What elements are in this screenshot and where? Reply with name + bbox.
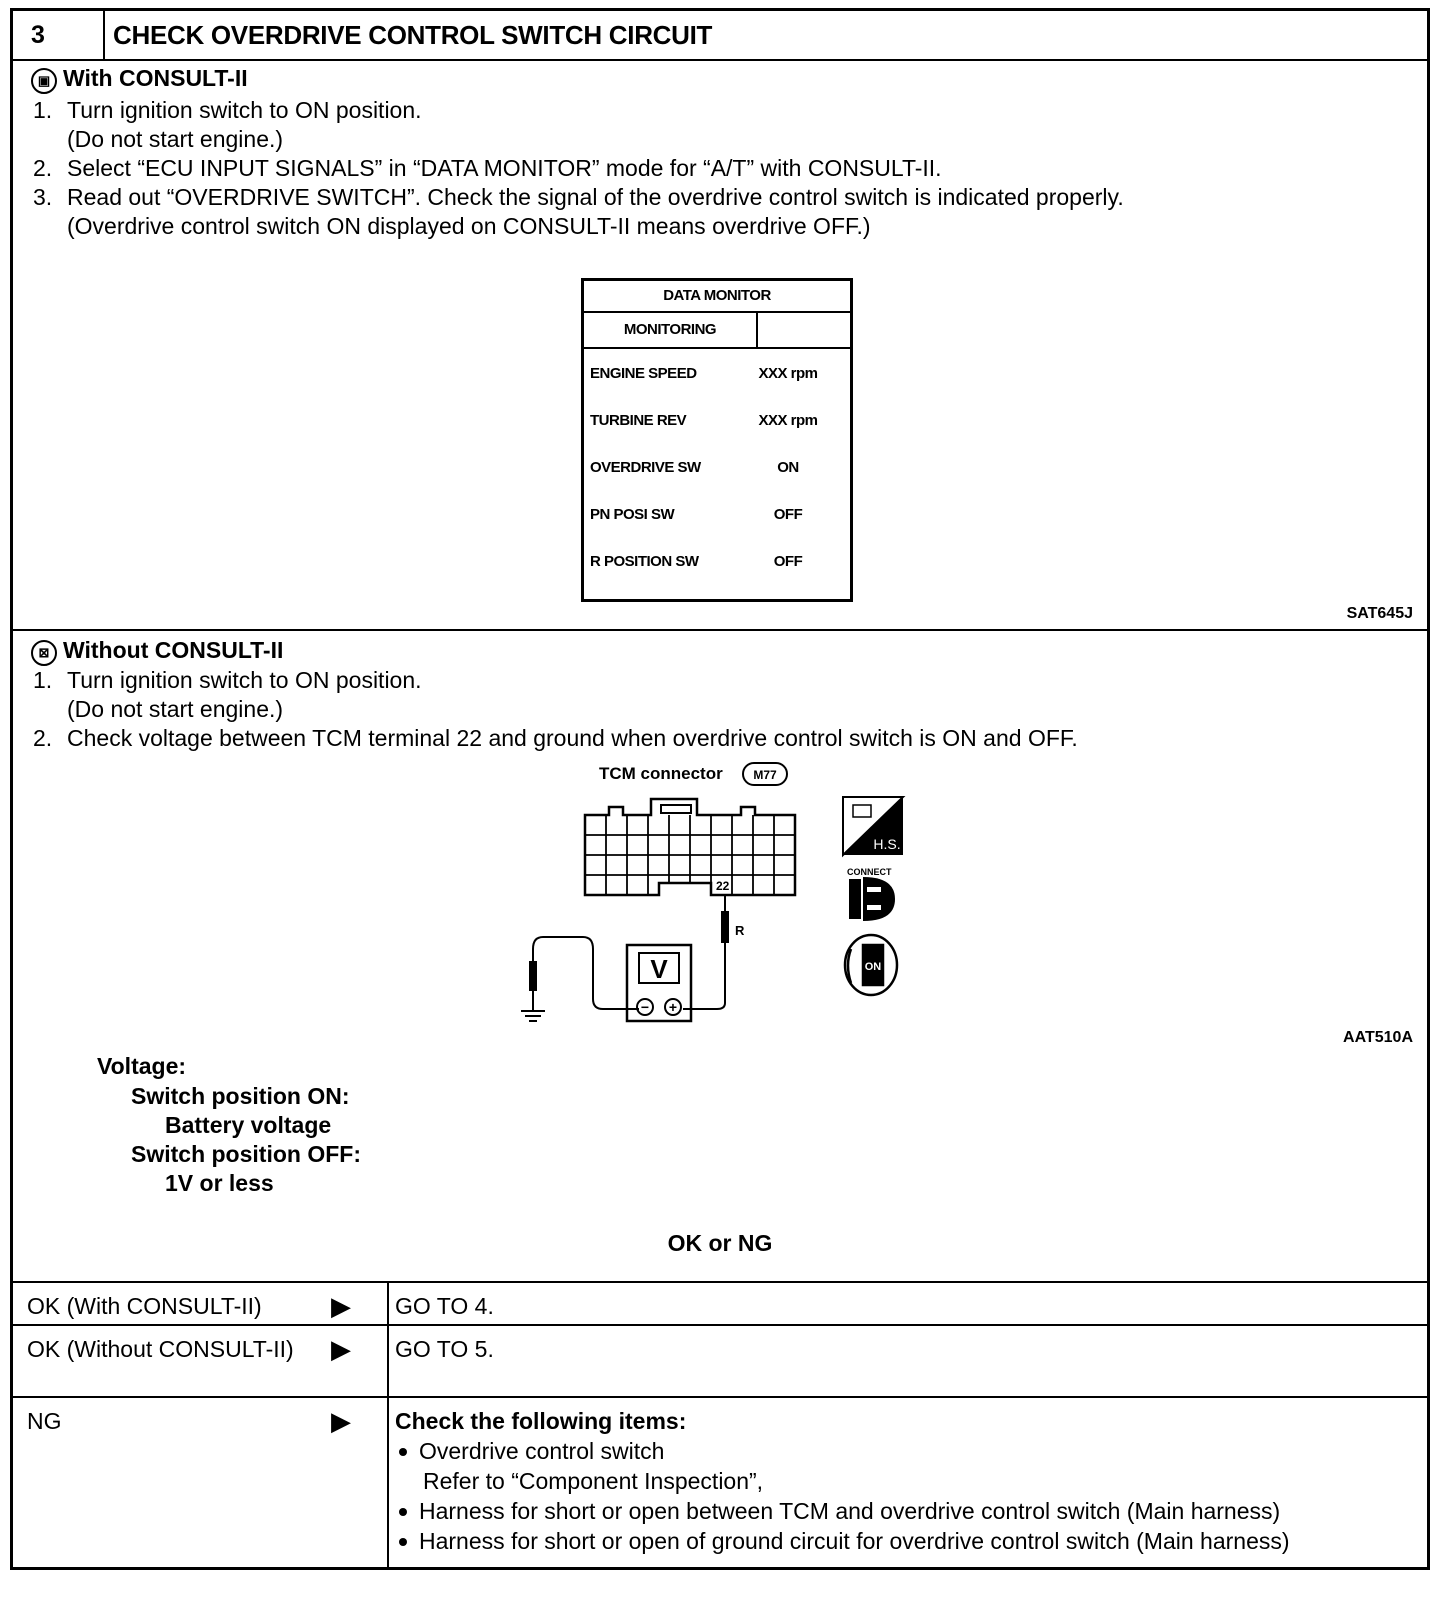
- list-item-note: Refer to “Component Inspection”,: [423, 1468, 764, 1494]
- step-title: CHECK OVERDRIVE CONTROL SWITCH CIRCUIT: [113, 20, 713, 50]
- arrow-icon: ▶: [331, 1406, 351, 1436]
- condition: OK (Without CONSULT-II): [27, 1336, 294, 1362]
- bullet-icon: [399, 1508, 407, 1516]
- condition: NG: [27, 1408, 62, 1434]
- switch-on-label: Switch position ON:: [131, 1083, 350, 1109]
- list-item: Overdrive control switch: [395, 1436, 1290, 1466]
- arrow-icon: ▶: [331, 1291, 351, 1321]
- terminal-number: 22: [716, 879, 730, 893]
- arrow-icon: ▶: [331, 1334, 351, 1364]
- list-item: Harness for short or open between TCM and overdrive control switch (Main harness): [395, 1496, 1290, 1526]
- plus-terminal: +: [668, 999, 678, 1015]
- with-consult-heading: ▣ With CONSULT-II: [31, 65, 248, 94]
- probe-red: [721, 911, 729, 943]
- action: GO TO 5.: [395, 1336, 494, 1362]
- with-step-1-note: (Do not start engine.): [67, 126, 284, 152]
- monitoring-label: MONITORING: [584, 313, 758, 347]
- step-number: 3: [13, 11, 105, 59]
- no-consult-icon: ⊠: [31, 640, 57, 666]
- monitor-row: TURBINE REV XXX rpm: [590, 412, 818, 429]
- list-item: Harness for short or open of ground circuit for overdrive control switch (Main harness): [395, 1526, 1290, 1556]
- minus-terminal: −: [640, 999, 650, 1015]
- without-step-1-note: (Do not start engine.): [67, 696, 284, 722]
- voltmeter-label: V: [650, 954, 668, 984]
- figure-code: AAT510A: [1343, 1029, 1413, 1046]
- key-on-label: ON: [864, 961, 882, 973]
- action-heading: Check the following items:: [395, 1408, 687, 1434]
- column-divider: [387, 1281, 389, 1570]
- action: [395, 1406, 1290, 1556]
- ground-symbol: [521, 991, 545, 1021]
- data-monitor-title: DATA MONITOR: [584, 281, 850, 313]
- consult-icon: ▣: [31, 68, 57, 94]
- bullet-icon: [399, 1448, 407, 1456]
- connect-label: CONNECT: [847, 867, 892, 877]
- figure-code: SAT645J: [1346, 605, 1413, 622]
- with-step-3: 3. Read out “OVERDRIVE SWITCH”. Check the signal of the overdrive control switch is indicated properly.: [33, 184, 1124, 210]
- bullet-icon: [399, 1538, 407, 1546]
- table-row: [13, 1326, 1427, 1398]
- ok-or-ng-heading: OK or NG: [667, 1230, 773, 1256]
- wire-color: R: [735, 923, 745, 938]
- tcm-connector-diagram: [503, 759, 933, 1059]
- with-step-1: 1. Turn ignition switch to ON position.: [33, 97, 422, 123]
- monitor-row: PN POSI SW OFF: [590, 506, 803, 523]
- monitor-row: ENGINE SPEED XXX rpm: [590, 365, 818, 382]
- switch-on-value: Battery voltage: [165, 1112, 332, 1138]
- connect-icon: [849, 877, 895, 921]
- with-step-2: 2. Select “ECU INPUT SIGNALS” in “DATA MONITOR” mode for “A/T” with CONSULT-II.: [33, 155, 942, 181]
- connector-id: M77: [753, 768, 777, 782]
- switch-off-value: 1V or less: [165, 1170, 274, 1196]
- without-step-1: 1. Turn ignition switch to ON position.: [33, 667, 422, 693]
- with-consult-section: [13, 59, 1427, 631]
- hs-icon: [843, 797, 903, 855]
- condition: OK (With CONSULT-II): [27, 1293, 262, 1319]
- monitor-row: OVERDRIVE SW ON: [590, 459, 799, 476]
- data-monitor-screen: [581, 278, 853, 602]
- switch-off-label: Switch position OFF:: [131, 1141, 361, 1167]
- probe-wires: [533, 895, 725, 1009]
- probe-ground: [529, 961, 537, 991]
- connector-label: TCM connector: [599, 764, 723, 783]
- action: GO TO 4.: [395, 1293, 494, 1319]
- without-consult-section: [13, 631, 1427, 1281]
- step-header: [13, 11, 1427, 61]
- connector-grid: [585, 815, 795, 895]
- without-step-2: 2. Check voltage between TCM terminal 22 and ground when overdrive control switch is ON and OFF.: [33, 725, 1078, 751]
- with-step-3-note: (Overdrive control switch ON displayed on CONSULT-II means overdrive OFF.): [67, 213, 871, 239]
- table-row: [13, 1283, 1427, 1326]
- table-row: [13, 1398, 1427, 1568]
- voltage-heading: Voltage:: [97, 1053, 187, 1079]
- divider: [584, 347, 850, 349]
- svg-text:H.S.: H.S.: [873, 836, 901, 852]
- without-consult-heading: ⊠ Without CONSULT-II: [31, 637, 283, 666]
- procedure-page: [10, 8, 1430, 1570]
- result-table: [13, 1281, 1427, 1568]
- monitor-row: R POSITION SW OFF: [590, 553, 803, 570]
